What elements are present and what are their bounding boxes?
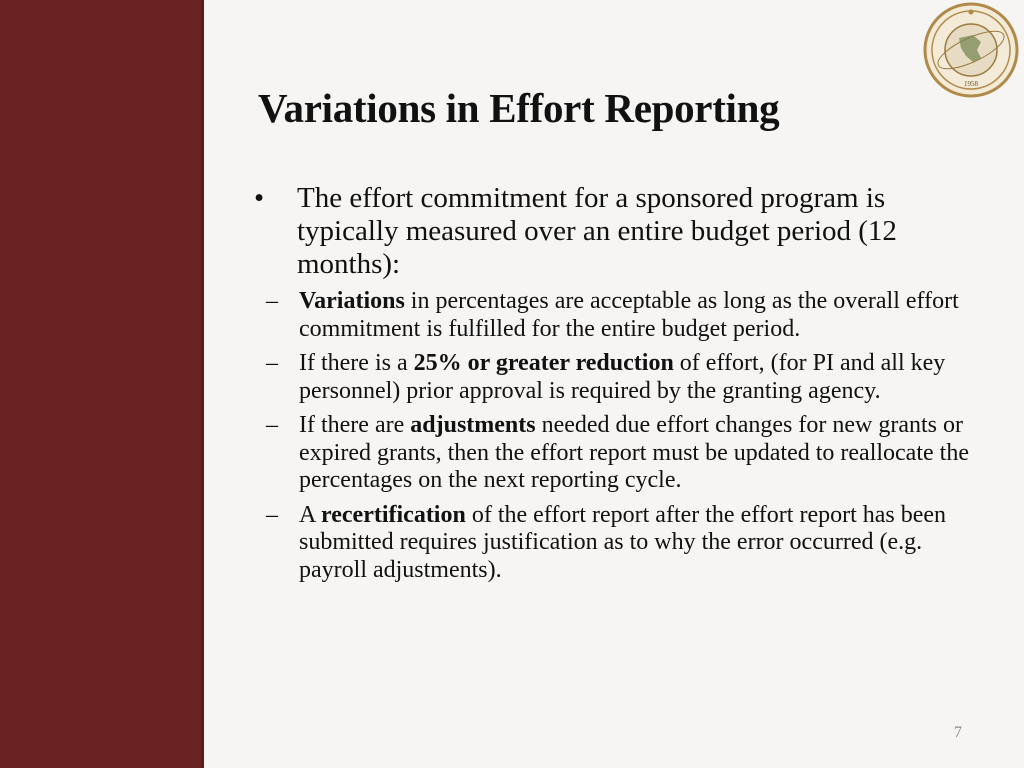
dash-marker: –: [266, 501, 278, 528]
sub-bullet-adjustments: [254, 412, 974, 495]
seal-year: 1958: [964, 80, 978, 88]
sub-bullet-text: in percentages are acceptable as long as the overall effort commitment is fulfilled for the entire budget period.: [299, 288, 959, 342]
bullet-marker: •: [254, 182, 265, 214]
sub-bullet-text: of the effort report after the effort report has been submitted requires justification as to why the error occurred (e.g. payroll adjustments).: [299, 501, 947, 583]
sub-bullet-text: If there are: [299, 412, 411, 438]
main-bullet: [254, 182, 974, 281]
sub-bullet-text: of effort, (for PI and all key personnel) prior approval is required by the granting agency.: [299, 350, 946, 404]
dash-marker: –: [266, 350, 278, 376]
dash-marker: –: [266, 288, 278, 314]
sub-bullet-reduction: [254, 350, 974, 405]
sidebar-band: [0, 0, 204, 768]
sub-bullet-text: A: [299, 501, 322, 528]
sub-bullet-emphasis: Variations: [299, 288, 405, 314]
sub-bullet-emphasis: adjustments: [410, 412, 536, 438]
sub-bullet-text: If there is a: [299, 350, 414, 376]
slide-body: [254, 182, 974, 591]
university-seal-logo: [921, 2, 1021, 99]
page-number: 7: [954, 724, 962, 741]
sub-bullet-emphasis: 25% or greater reduction: [413, 350, 674, 376]
seal-icon: [921, 2, 1021, 99]
slide-title: Variations in Effort Reporting: [258, 85, 780, 131]
sub-bullet-recertification: [254, 502, 974, 585]
main-bullet-text: The effort commitment for a sponsored program is typically measured over an entire budget period (12 months):: [297, 182, 897, 280]
sub-bullet-text: needed due effort changes for new grants or expired grants, then the effort report must be updated to reallocate the percentages on the next reporting cycle.: [299, 412, 969, 493]
sub-bullet-variations: [254, 288, 974, 343]
sub-bullet-list: [254, 288, 974, 584]
sub-bullet-emphasis: recertification: [321, 501, 466, 528]
dash-marker: –: [266, 412, 278, 438]
